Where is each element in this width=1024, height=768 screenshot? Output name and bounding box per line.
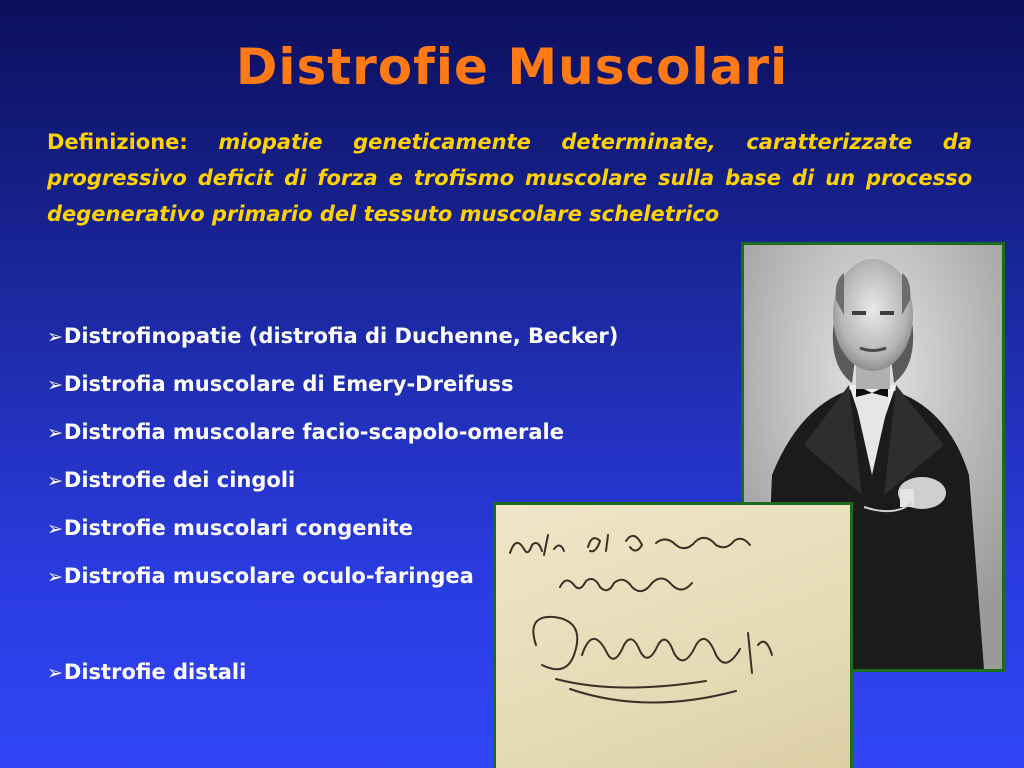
list-item <box>47 504 487 552</box>
signature-card <box>493 502 853 768</box>
arrow-bullet-icon: ➢ <box>47 326 63 348</box>
list-item <box>47 408 564 456</box>
arrow-bullet-icon: ➢ <box>47 422 63 444</box>
list-item-text: Distrofie muscolari congenite <box>63 516 413 540</box>
arrow-bullet-icon: ➢ <box>47 470 63 492</box>
slide-title: Distrofie Muscolari <box>235 38 789 96</box>
list-item-text: Distrofinopatie (distrofia di Duchenne, Becker) <box>63 324 619 348</box>
arrow-bullet-icon: ➢ <box>47 374 63 396</box>
list-item <box>47 360 514 408</box>
arrow-bullet-icon: ➢ <box>47 566 63 588</box>
definition-paragraph <box>47 124 972 232</box>
list-item-text: Distrofie distali <box>63 660 247 684</box>
list-item-text: Distrofie dei cingoli <box>63 468 296 492</box>
list-item <box>47 312 619 360</box>
list-item-text: Distrofia muscolare di Emery-Dreifuss <box>63 372 514 396</box>
list-item-text: Distrofia muscolare oculo-faringea <box>63 564 474 588</box>
definition-term: Definizione: <box>47 130 188 154</box>
list-item <box>47 552 487 648</box>
list-item-text: Distrofia muscolare facio-scapolo-omerale <box>63 420 564 444</box>
definition-text: miopatie geneticamente determinate, caratterizzate da progressivo deficit di forza e trofismo muscolare sulla base di un processo degenerativo primario del tessuto muscolare scheletrico <box>47 130 972 226</box>
list-item <box>47 456 487 504</box>
dystrophy-list <box>47 312 619 696</box>
signature-image <box>496 505 850 768</box>
arrow-bullet-icon: ➢ <box>47 518 63 540</box>
list-item <box>47 648 487 696</box>
arrow-bullet-icon: ➢ <box>47 662 63 684</box>
